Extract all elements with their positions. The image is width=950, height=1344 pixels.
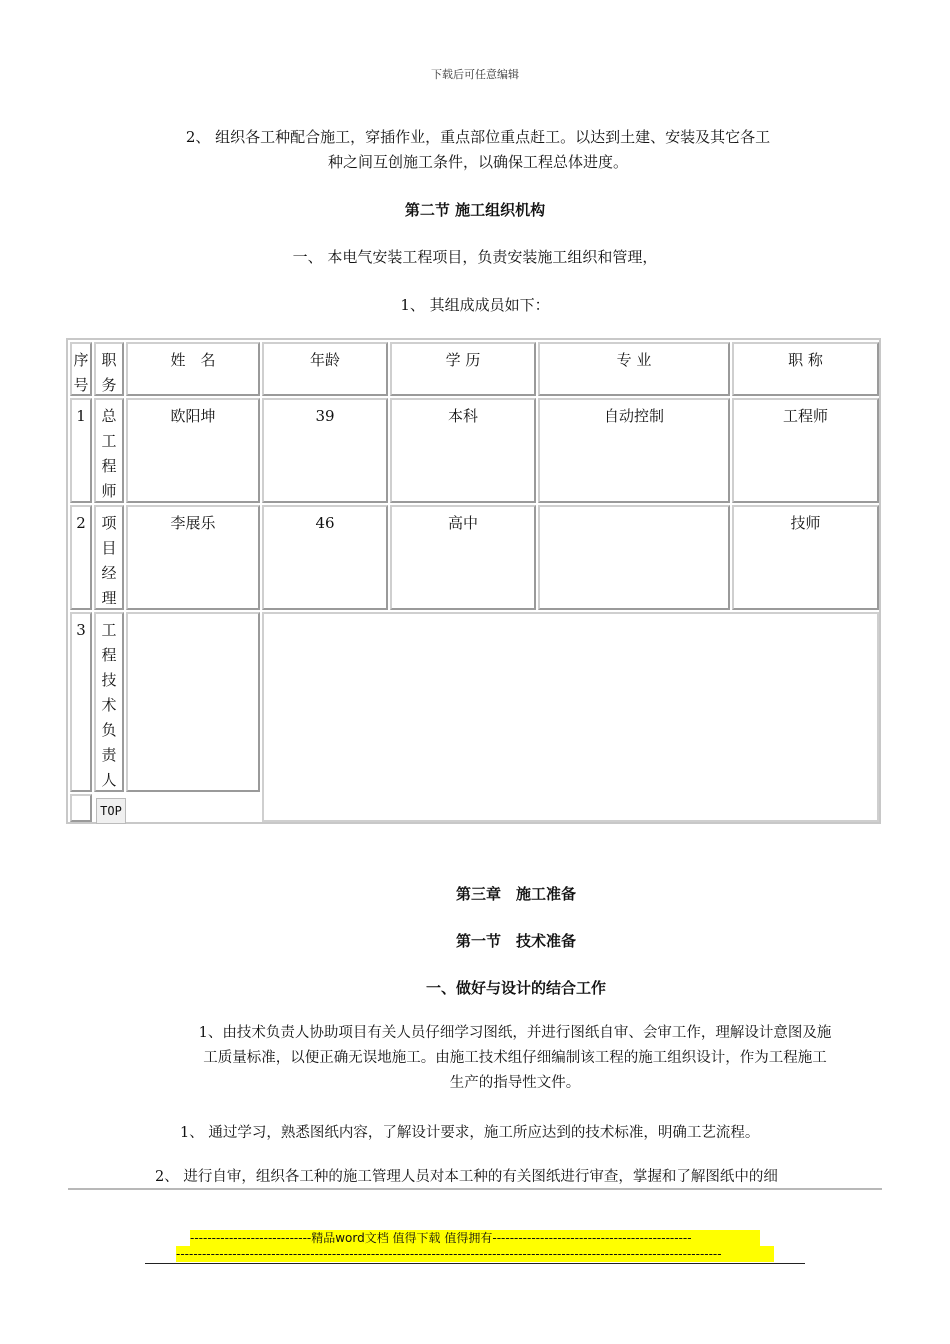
paragraph-line: 工质量标准，以便正确无误地施工。由施工技术组仔细编制该工程的施工组织设计，作为工程施工: [203, 1050, 827, 1066]
row1-education: 本科: [390, 398, 536, 503]
row1-age: 39: [262, 398, 388, 503]
row2-age: 46: [262, 505, 388, 610]
paragraph-line: 2、 组织各工种配合施工，穿插作业，重点部位重点赶工。以达到土建、安装及其它各工: [185, 128, 771, 146]
item-review: 2、 进行自审，组织各工种的施工管理人员对本工种的有关图纸进行审查，掌握和了解图纸中的细: [155, 1169, 778, 1185]
header-cell-role: 职务: [94, 342, 124, 396]
header-cell-education: 学 历: [390, 342, 536, 396]
row2-name: 李展乐: [126, 505, 260, 610]
divider-line: [68, 1188, 882, 1190]
paragraph-design: [140, 1021, 890, 1096]
row2-major: [538, 505, 730, 610]
top-button[interactable]: TOP: [96, 798, 126, 824]
paragraph-coordination: [148, 125, 808, 175]
section-title: 第一节 技术准备: [455, 932, 576, 950]
row3-name: [126, 612, 260, 792]
header-cell-title: 职 称: [732, 342, 879, 396]
row2-no: 2: [70, 505, 92, 610]
paragraph-line: 生产的指导性文件。: [449, 1075, 581, 1091]
row2-education: 高中: [390, 505, 536, 610]
subsection-title: 一、做好与设计的结合工作: [425, 979, 606, 997]
row3-role: 工程技术负责人: [94, 612, 124, 792]
row4-no: [70, 794, 92, 822]
chapter-title: 第三章 施工准备: [455, 885, 576, 903]
members-table: [66, 338, 881, 824]
row2-title: 技师: [732, 505, 879, 610]
header-note: 下载后可任意编辑: [431, 68, 519, 81]
footer-line-1: ----------------------------精品word文档 值得下载 值得拥有----------------------------------------------: [190, 1230, 760, 1246]
row1-major: 自动控制: [538, 398, 730, 503]
row3-empty-span: [262, 612, 879, 822]
header-cell-major: 专 业: [538, 342, 730, 396]
footer-line-2: ------------------------------------------------------------------------------------------------------------------------------: [176, 1246, 774, 1262]
row1-name: 欧阳坤: [126, 398, 260, 503]
item-text: 一、 本电气安装工程项目，负责安装施工组织和管理，: [292, 248, 658, 266]
item-learn: 1、 通过学习，熟悉图纸内容，了解设计要求，施工所应达到的技术标准，明确工艺流程。: [180, 1125, 760, 1141]
paragraph-line: 1、由技术负责人协助项目有关人员仔细学习图纸，并进行图纸自审、会审工作，理解设计意图及施: [198, 1025, 832, 1041]
item-text: 1、 其组成成员如下：: [400, 296, 550, 314]
header-cell-age: 年龄: [262, 342, 388, 396]
row1-title: 工程师: [732, 398, 879, 503]
row2-role: 项目经理: [94, 505, 124, 610]
section-title: 第二节 施工组织机构: [404, 201, 546, 219]
footer-rule: [145, 1263, 805, 1264]
paragraph-line: 种之间互创施工条件，以确保工程总体进度。: [327, 153, 628, 171]
row1-role: 总工程师: [94, 398, 124, 503]
row3-no: 3: [70, 612, 92, 792]
header-cell-name: 姓 名: [126, 342, 260, 396]
row1-no: 1: [70, 398, 92, 503]
header-cell-no: 序号: [70, 342, 92, 396]
